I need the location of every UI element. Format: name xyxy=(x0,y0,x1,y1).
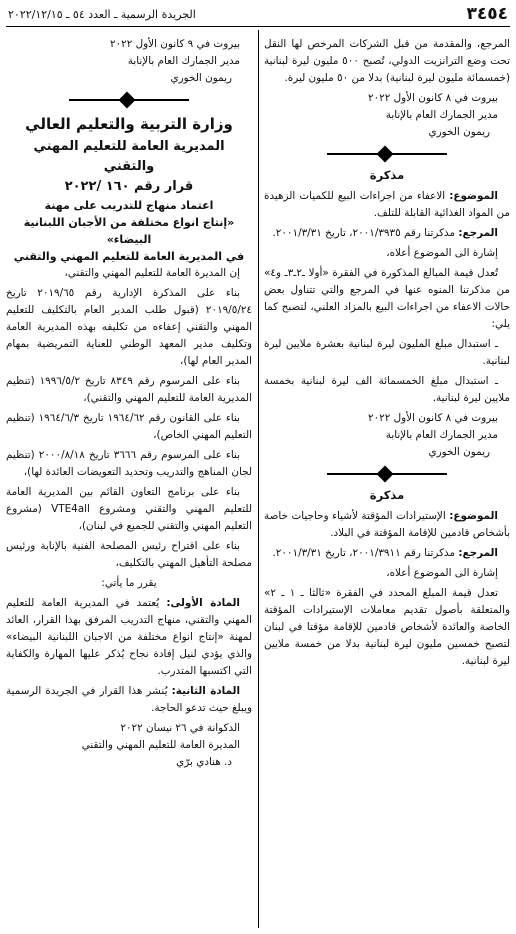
signature-date: بيروت في ٨ كانون الأول ٢٠٢٢ xyxy=(367,412,498,424)
memo-subject xyxy=(264,188,510,222)
decides-line: يقرر ما يأتي: xyxy=(101,577,157,589)
reference-text: مذكرتنا رقم ٢٠٠١/٣٩١١، تاريخ ٢٠٠١/٣/٣١. xyxy=(272,547,459,559)
memo-body: تُعدل قيمة المبالغ المذكورة في الفقرة «أولا ـ٢ـ٣ـ و٤» من مذكرتنا المنوه عنها في المرجع والتي تتناول بعض حالات الاعفاء من اجراءات البيع بالمزاد العلني، لتصبح كما يلي: xyxy=(264,267,510,330)
reference-label: المرجع: xyxy=(458,547,498,559)
signature-title: المديرة العامة للتعليم المهني والتقني xyxy=(81,739,240,751)
memo-item: ـ استبدال مبلغ المليون ليرة لبنانية بعشرة ملايين ليرة لبنانية. xyxy=(264,338,510,367)
issue-info: الجريدة الرسمية ـ العدد ٥٤ ـ ٢٠٢٢/١٢/١٥ xyxy=(8,8,196,21)
article-text: يُنشر هذا القرار في الجريدة الرسمية ويبلغ حيث تدعو الحاجة. xyxy=(6,685,252,714)
signature-title: مدير الجمارك العام بالإنابة xyxy=(385,109,498,121)
signature-name: د. هنادي برّي xyxy=(176,756,232,768)
page-number: ٣٤٥٤ xyxy=(466,4,508,24)
section-separator xyxy=(327,467,447,481)
section-separator xyxy=(327,147,447,161)
page-header xyxy=(6,4,510,26)
subject-label: الموضوع: xyxy=(449,510,498,522)
recital: بناء على المرسوم رقم ٣٦٦٦ تاريخ ٢٠٠٠/٨/١٨ (تنظيم لجان المناهج والتدريب وتحديد التعويضات العائدة لها)، xyxy=(6,449,252,478)
signature-title: مدير الجمارك العام بالإنابة xyxy=(127,55,240,67)
right-column xyxy=(264,36,510,673)
decision-title-3: في المديرية العامة للتعليم المهني والتقني xyxy=(13,250,245,263)
signature-name: ريمون الخوري xyxy=(170,72,232,84)
article-text: يُعتمد في المديرية العامة للتعليم المهني والتقني، منهاج التدريب المرفق بهذا القرار، العائد لمهنة «إنتاج انواع مختلفة من الاجبان اللبنانية البيضاء» والذي يؤدي لنيل إفادة نجاح يُذكر عليها المهارة والكفاية التي اكتسبها المتدرب. xyxy=(6,597,252,677)
recital: بناء على اقتراح رئيس المصلحة الفنية بالإنابة ورئيس مصلحة التأهيل المهني بالتكليف، xyxy=(6,540,252,569)
signature-date: بيروت في ٩ كانون الأول ٢٠٢٢ xyxy=(109,38,240,50)
directorate-heading: المديرية العامة للتعليم المهني والتقني xyxy=(33,139,225,174)
recital: بناء على القانون رقم ١٩٦٤/٦٢ تاريخ ١٩٦٤/٦/٣ (تنظيم التعليم المهني الخاص)، xyxy=(6,412,252,441)
recital: إن المديرة العامة للتعليم المهني والتقني، xyxy=(64,267,240,279)
memo-body: تعدل قيمة المبلغ المحدد في الفقرة «ثالثا ـ ١ ـ ٢» والمتعلقة بأصول تقديم معاملات الإستيرادات المؤقتة الخاصة والعائدة لأشخاص قادمين للإقامة مؤقتا في لبنان لتصبح خمسين مليون ليرة لبنانية بدلا من خمسة ملايين ليرة لبنانية. xyxy=(264,587,510,667)
decision-title: اعتماد منهاج للتدريب على مهنة xyxy=(44,199,214,212)
subject-label: الموضوع: xyxy=(449,190,498,202)
decision-number: قرار رقم ١٦٠ /٢٠٢٢ xyxy=(64,179,194,194)
signature-name: ريمون الخوري xyxy=(428,446,490,458)
article-label: المادة الأولى: xyxy=(166,597,240,609)
recital: بناء على المذكرة الإدارية رقم ٢٠١٩/٦٥ تاريخ ٢٠١٩/٥/٢٤ (قبول طلب المدير العام بالتكليف للتعليم المهني والتقني إعفاءه من تكليفه بهذه المديرية العامة وتكليف مدير المعهد الوطني للعناية التمريضية بمهام المدير العام لها)، xyxy=(6,287,252,367)
memo-ref-intro: إشارة الى الموضوع أعلاه، xyxy=(386,247,498,259)
memo-item: ـ استبدال مبلغ الخمسمائة الف ليرة لبنانية بخمسة ملايين ليرة لبنانية. xyxy=(264,375,510,404)
continuation-paragraph: المرجع، والمقدمة من قبل الشركات المرخص لها النقل تحت وضع الترانزيت الدولي، تُصبح ٥٠٠ مليون ليرة لبنانية (خمسمائة مليون ليرة لبنانية) بدلا من ٥٠ مليون ليرة. xyxy=(264,38,510,84)
signature-date: بيروت في ٨ كانون الأول ٢٠٢٢ xyxy=(367,92,498,104)
memo-reference xyxy=(264,225,510,242)
reference-label: المرجع: xyxy=(458,227,498,239)
article-1 xyxy=(6,595,252,680)
recital: بناء على المرسوم رقم ٨٣٤٩ تاريخ ١٩٩٦/٥/٢ (تنظيم المديرية العامة للتعليم المهني والتقني)، xyxy=(6,375,252,404)
memo-subject xyxy=(264,508,510,542)
section-separator xyxy=(69,93,189,107)
signature-name: ريمون الخوري xyxy=(428,126,490,138)
left-column xyxy=(6,36,252,771)
column-divider xyxy=(258,30,259,928)
memo-ref-intro: إشارة الى الموضوع أعلاه، xyxy=(386,567,498,579)
memo-heading: مذكرة xyxy=(369,488,405,502)
subject-text: الاعفاء من اجراءات البيع للكميات الزهيدة من المواد الغذائية القابلة للتلف. xyxy=(264,190,510,219)
decision-title-2: «إنتاج انواع مختلفة من الأجبان اللبنانية البيضاء» xyxy=(23,216,235,246)
signature-title: مدير الجمارك العام بالإنابة xyxy=(385,429,498,441)
article-label: المادة الثانية: xyxy=(171,685,241,697)
reference-text: مذكرتنا رقم ٢٠٠١/٣٩٣٥، تاريخ ٢٠٠١/٣/٣١. xyxy=(272,227,459,239)
ministry-heading: وزارة التربية والتعليم العالي xyxy=(25,115,233,133)
recital: بناء على برنامج التعاون القائم بين المديرية العامة للتعليم المهني والتقني ومشروع VTE4all (مشروع التعليم المهني والتقني للجميع في لبنان)، xyxy=(6,486,252,532)
signature-date: الدكوانة في ٢٦ نيسان ٢٠٢٢ xyxy=(120,722,240,734)
subject-text: الإستيرادات المؤقتة لأشياء وحاجيات خاصة بأشخاص قادمين للإقامة المؤقتة في البلاد. xyxy=(264,510,510,539)
memo-heading: مذكرة xyxy=(369,168,405,182)
memo-reference xyxy=(264,545,510,562)
article-2 xyxy=(6,683,252,717)
header-rule xyxy=(6,26,510,27)
